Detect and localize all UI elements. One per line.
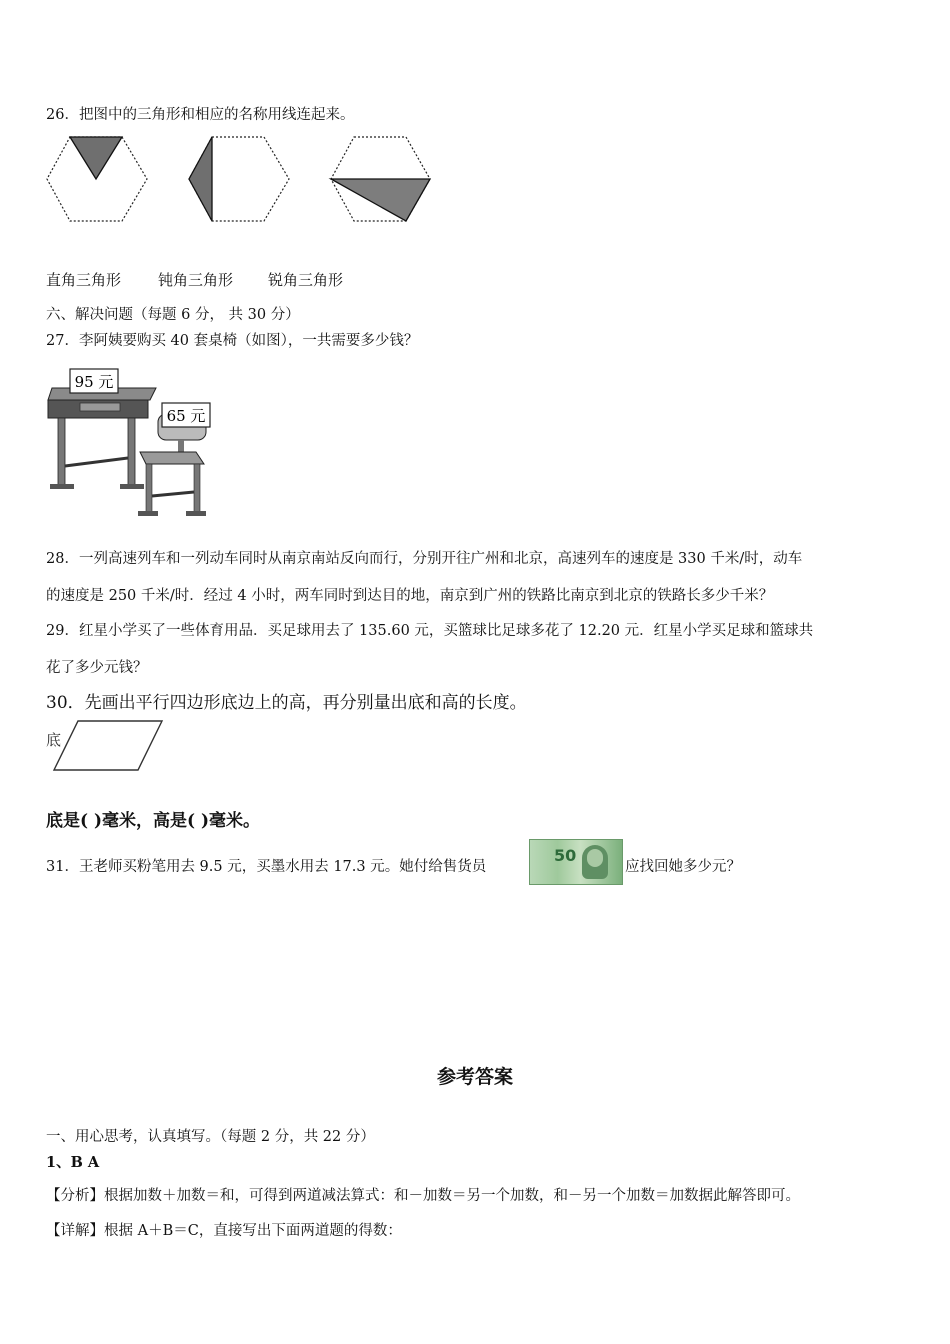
q26-hexagon-figures	[44, 134, 436, 226]
q27-title: 27．李阿姨要购买 40 套桌椅（如图），一共需要多少钱？	[46, 333, 419, 349]
desk-chair-illustration	[46, 366, 221, 524]
chair-price-tag: 65 元	[166, 407, 206, 425]
banknote-50-image	[529, 839, 623, 885]
q29-line1: 29．红星小学买了一些体育用品．买足球用去了 135.60 元，买篮球比足球多花了 12.20 元．红星小学买足球和篮球共	[46, 623, 814, 639]
q31-text-after: 应找回她多少元？	[625, 859, 741, 875]
label-obtuse-triangle: 钝角三角形	[158, 271, 234, 289]
answers-title: 参考答案	[436, 1066, 513, 1088]
q30-answer-line: 底是( )毫米，高是( )毫米。	[46, 811, 261, 831]
q29-line2: 花了多少元钱？	[46, 660, 148, 676]
section6-heading: 六、解决问题（每题 6 分， 共 30 分）	[46, 307, 300, 323]
answers-section1: 一、用心思考，认真填写。（每题 2 分，共 22 分）	[46, 1129, 375, 1145]
q28-line1: 28．一列高速列车和一列动车同时从南京南站反向而行，分别开往广州和北京，高速列车的速度是 330 千米/时，动车	[46, 551, 803, 567]
label-right-triangle: 直角三角形	[46, 271, 122, 289]
banknote-value: 50	[554, 846, 577, 865]
parallelogram-figure	[50, 718, 166, 774]
desk-price-tag: 95 元	[74, 373, 114, 391]
triangle-right	[331, 179, 430, 221]
answer-analysis: 【分析】根据加数＋加数＝和，可得到两道减法算式：和－加数＝另一个加数，和－另一个加数＝加数据此解答即可。	[46, 1188, 800, 1204]
answer-detail: 【详解】根据 A＋B＝C，直接写出下面两道题的得数：	[46, 1223, 402, 1239]
triangle-obtuse	[189, 137, 212, 221]
answer-1: 1、B A	[46, 1154, 100, 1171]
q26-title: 26．把图中的三角形和相应的名称用线连起来。	[46, 107, 355, 123]
label-acute-triangle: 锐角三角形	[268, 271, 344, 289]
triangle-acute	[70, 137, 122, 179]
q31-text-before: 31．王老师买粉笔用去 9.5 元，买墨水用去 17.3 元。她付给售货员	[46, 859, 487, 875]
q30-title: 30．先画出平行四边形底边上的高，再分别量出底和高的长度。	[46, 693, 527, 713]
base-label: 底	[46, 731, 62, 749]
q28-line2: 的速度是 250 千米/时．经过 4 小时，两车同时到达目的地，南京到广州的铁路比南京到北京的铁路长多少千米？	[46, 588, 774, 604]
